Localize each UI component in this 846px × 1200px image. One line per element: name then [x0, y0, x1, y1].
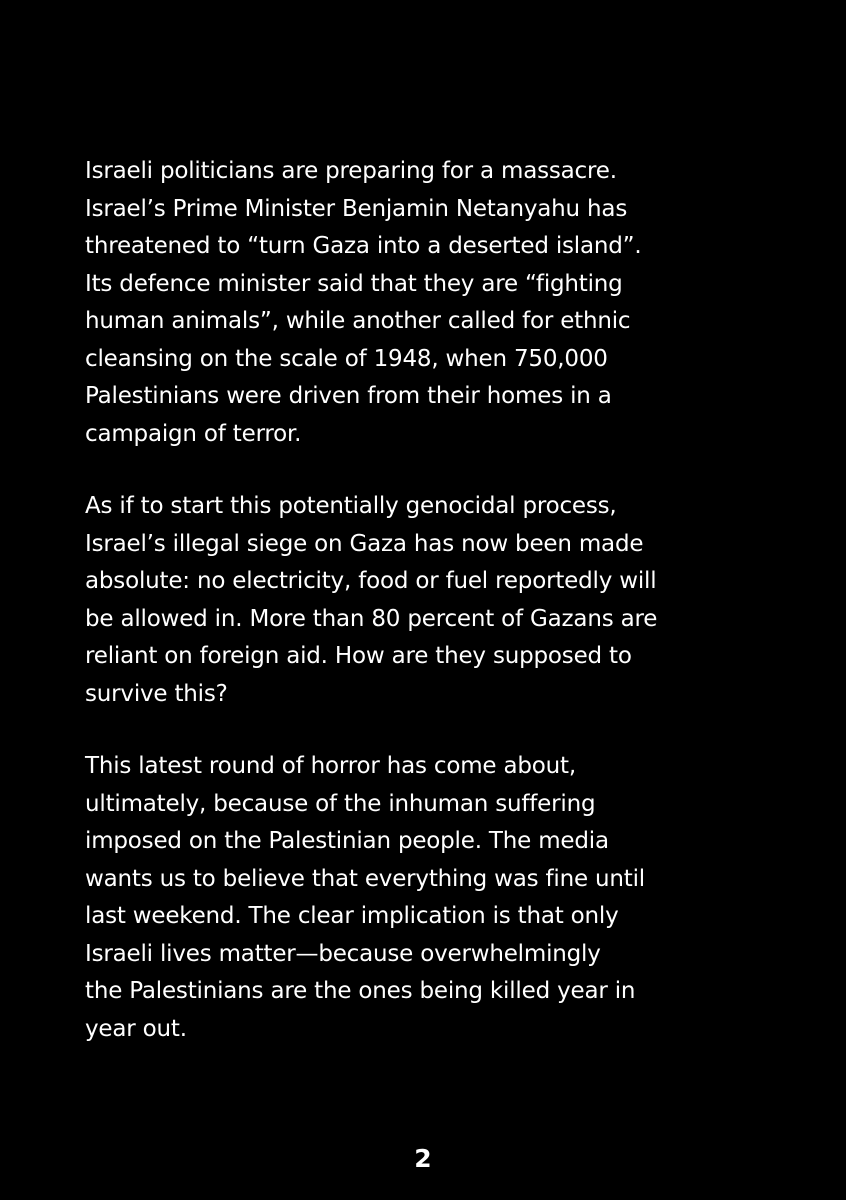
text-line: Palestinians were driven from their homes in a: [85, 383, 612, 409]
text-line: reliant on foreign aid. How are they supposed to: [85, 643, 632, 669]
text-line: cleansing on the scale of 1948, when 750,000: [85, 345, 608, 372]
text-line: Its defence minister said that they are “fighting: [85, 270, 623, 297]
page-number: 2: [414, 1144, 432, 1173]
text-line: wants us to believe that everything was fine until: [85, 865, 645, 892]
text-line: campaign of terror.: [85, 420, 302, 447]
paragraph-1: [85, 153, 775, 453]
text-line: last weekend. The clear implication is that only: [85, 903, 619, 929]
text-line: This latest round of horror has come about,: [85, 753, 576, 779]
text-line: survive this?: [85, 680, 228, 707]
paragraph-2: [85, 488, 775, 713]
text-line: Israeli lives matter—because overwhelmingly: [85, 940, 601, 967]
text-line: the Palestinians are the ones being killed year in: [85, 978, 636, 1004]
text-line: imposed on the Palestinian people. The media: [85, 828, 609, 854]
text-line: human animals”, while another called for ethnic: [85, 308, 631, 334]
text-line: absolute: no electricity, food or fuel reportedly will: [85, 568, 657, 594]
text-line: threatened to “turn Gaza into a deserted island”.: [85, 233, 642, 259]
article-body: [85, 153, 775, 1083]
text-line: year out.: [85, 1015, 187, 1042]
paragraph-3: [85, 748, 775, 1048]
text-line: ultimately, because of the inhuman suffering: [85, 790, 596, 817]
text-line: be allowed in. More than 80 percent of Gazans are: [85, 605, 658, 632]
text-line: Israel’s Prime Minister Benjamin Netanyahu has: [85, 195, 628, 222]
text-line: Israel’s illegal siege on Gaza has now been made: [85, 530, 644, 557]
text-line: As if to start this potentially genocidal process,: [85, 493, 617, 519]
text-line: Israeli politicians are preparing for a massacre.: [85, 158, 617, 184]
